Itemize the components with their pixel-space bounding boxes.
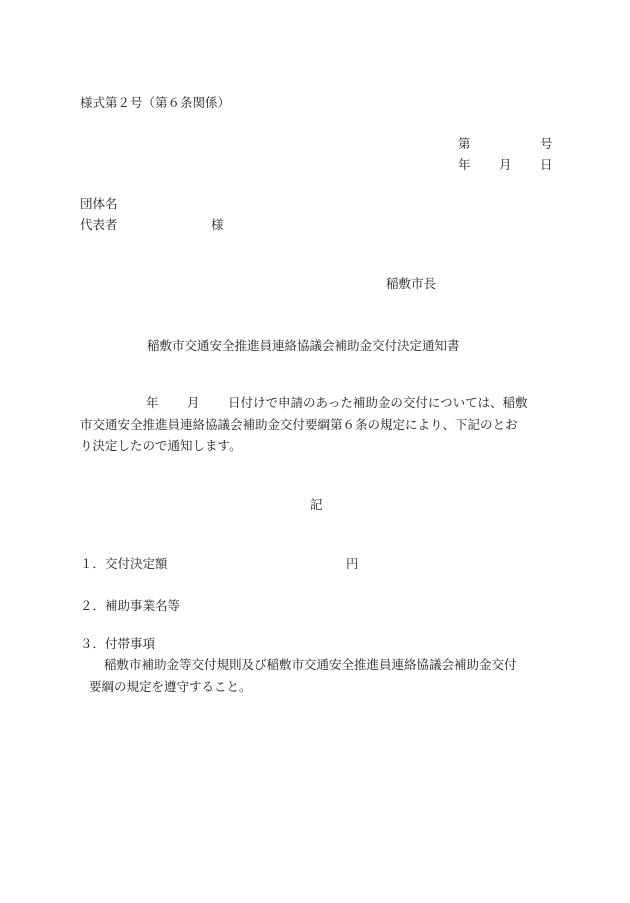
item-2-project-name: ２．補助事業名等: [80, 598, 181, 613]
body-line-1: 日付けで申請のあった補助金の交付については、稲敷: [228, 395, 528, 410]
body-month: 月: [187, 395, 200, 410]
doc-number-suffix: 号: [540, 136, 553, 151]
date-day: 日: [540, 157, 553, 172]
body-line-3: り決定したので通知します。: [80, 438, 242, 453]
ki-heading: 記: [310, 497, 323, 512]
body-line-2: 市交通安全推進員連絡協議会補助金交付要綱第６条の規定により、下記のとお: [80, 417, 518, 432]
body-year: 年: [146, 395, 159, 410]
item-3-conditions: ３．付帯事項: [80, 636, 156, 651]
recipient-org-label: 団体名: [80, 196, 118, 211]
date-year: 年: [458, 157, 471, 172]
doc-number-prefix: 第: [458, 136, 471, 151]
item-1-unit: 円: [346, 556, 359, 571]
item-3-note-line-2: 要綱の規定を遵守すること。: [89, 679, 252, 694]
issuer: 稲敷市長: [386, 276, 437, 291]
document-title: 稲敷市交通安全推進員連絡協議会補助金交付決定通知書: [147, 338, 460, 353]
item-3-note-line-1: 稲敷市補助金等交付規則及び稲敷市交通安全推進員連絡協議会補助金交付: [104, 657, 517, 672]
form-number: 様式第２号（第６条関係）: [80, 95, 231, 110]
recipient-honorific: 様: [211, 217, 224, 232]
date-month: 月: [499, 157, 512, 172]
item-1-grant-amount: １．交付決定額: [80, 556, 168, 571]
recipient-rep-label: 代表者: [80, 217, 118, 232]
